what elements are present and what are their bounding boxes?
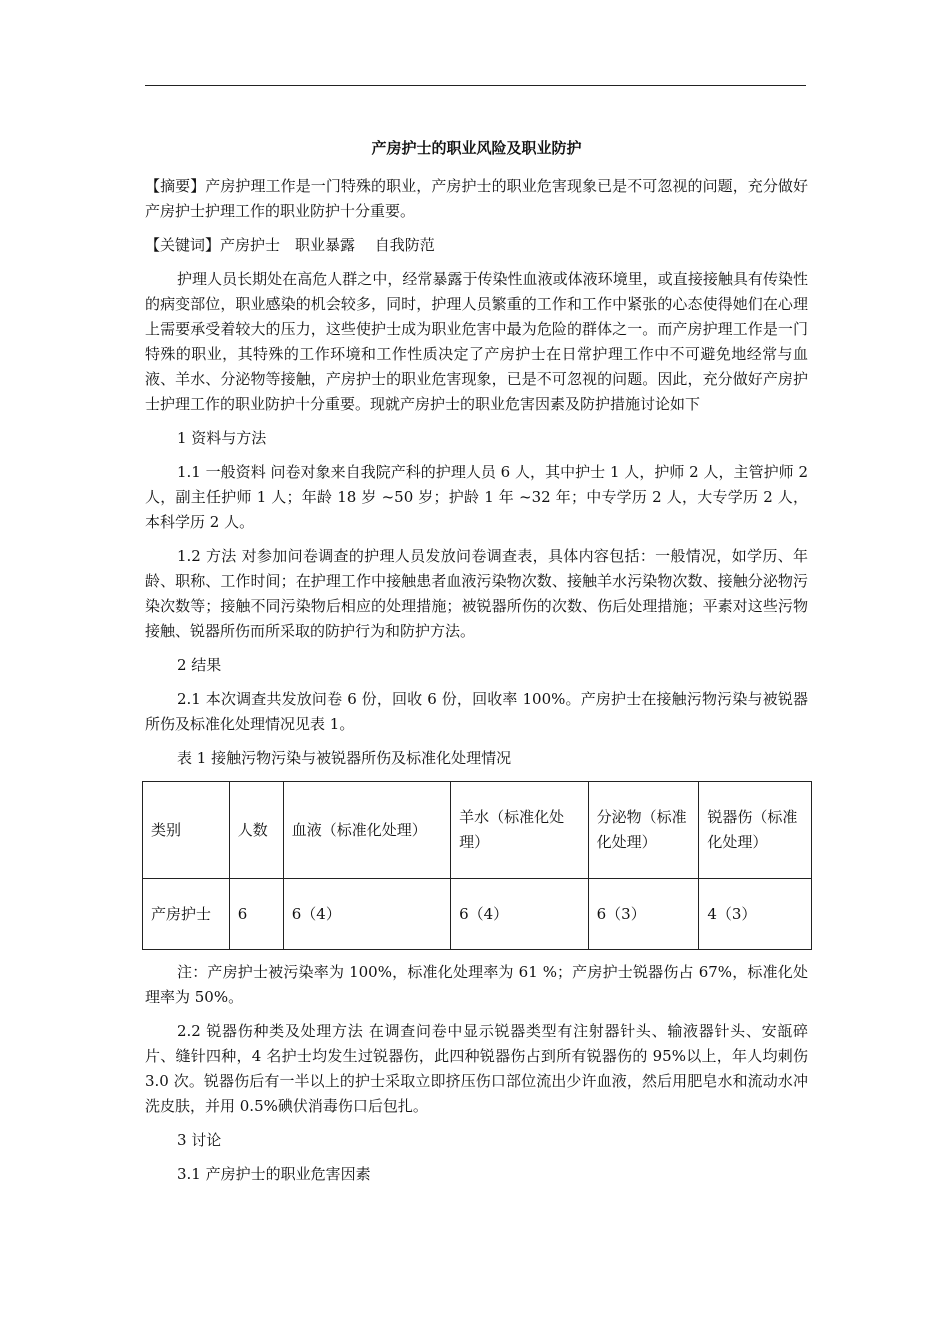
paragraph-2-1: 2.1 本次调查共发放问卷 6 份，回收 6 份，回收率 100%。产房护士在接触污物污染与被锐器所伤及标准化处理情况见表 1。	[145, 690, 808, 733]
paragraph-1-2: 1.2 方法 对参加问卷调查的护理人员发放问卷调查表，具体内容包括：一般情况，如学历、年龄、职称、工作时间；在护理工作中接触患者血液污染物次数、接触羊水污染物次数、接触分泌物污染次数等；接触不同污染物后相应的处理措施；被锐器所伤的次数、伤后处理措施；平素对这些污物接触、锐器所伤而所采取的防护行为和防护方法。	[145, 547, 808, 640]
results-table	[142, 781, 812, 950]
document-body	[145, 136, 808, 1196]
keywords: 【关键词】产房护士 职业暴露 自我防范	[145, 236, 435, 254]
table-cell: 6（4）	[283, 879, 450, 950]
section-heading-2: 2 结果	[177, 656, 222, 674]
table-header-cell: 分泌物（标准化处理）	[588, 782, 699, 879]
paragraph-2-2: 2.2 锐器伤种类及处理方法 在调查问卷中显示锐器类型有注射器针头、输液器针头、安瓿碎片、缝针四种，4 名护士均发生过锐器伤，此四种锐器伤占到所有锐器伤的 95%以上，年人均刺伤 3.0 次。锐器伤后有一半以上的护士采取立即挤压伤口部位流出少许血液，然后用肥皂水和流动水冲洗皮肤，并用 0.5%碘伏消毒伤口后包扎。	[145, 1022, 808, 1115]
paragraph-3-1: 3.1 产房护士的职业危害因素	[177, 1165, 371, 1183]
table-note: 注：产房护士被污染率为 100%，标准化处理率为 61 %；产房护士锐器伤占 67%，标准化处理率为 50%。	[145, 963, 808, 1006]
table-caption: 表 1 接触污物污染与被锐器所伤及标准化处理情况	[177, 749, 512, 767]
table-header-row	[143, 782, 812, 879]
table-header-cell: 人数	[229, 782, 283, 879]
table-cell: 6	[229, 879, 283, 950]
table-cell: 4（3）	[699, 879, 812, 950]
section-heading-3: 3 讨论	[177, 1131, 222, 1149]
table-header-cell: 羊水（标准化处理）	[451, 782, 589, 879]
table-row	[143, 879, 812, 950]
intro-paragraph: 护理人员长期处在高危人群之中，经常暴露于传染性血液或体液环境里，或直接接触具有传染性的病变部位，职业感染的机会较多，同时，护理人员繁重的工作和工作中紧张的心态使得她们在心理上需要承受着较大的压力，这些使护士成为职业危害中最为危险的群体之一。而产房护理工作是一门特殊的职业，其特殊的工作环境和工作性质决定了产房护士在日常护理工作中不可避免地经常与血液、羊水、分泌物等接触，产房护士的职业危害现象，已是不可忽视的问题。因此，充分做好产房护士护理工作的职业防护十分重要。现就产房护士的职业危害因素及防护措施讨论如下	[145, 270, 808, 413]
table-header-cell: 血液（标准化处理）	[283, 782, 450, 879]
table-cell: 产房护士	[143, 879, 230, 950]
document-title: 产房护士的职业风险及职业防护	[371, 139, 582, 157]
paragraph-1-1: 1.1 一般资料 问卷对象来自我院产科的护理人员 6 人，其中护士 1 人，护师 2 人，主管护师 2 人，副主任护师 1 人；年龄 18 岁 ~50 岁；护龄 1 年 ~32 年；中专学历 2 人，大专学历 2 人，本科学历 2 人。	[145, 463, 808, 531]
table-header-cell: 锐器伤（标准化处理）	[699, 782, 812, 879]
section-heading-1: 1 资料与方法	[177, 429, 267, 447]
table-cell: 6（4）	[451, 879, 589, 950]
header-rule	[145, 85, 806, 86]
table-cell: 6（3）	[588, 879, 699, 950]
abstract: 【摘要】产房护理工作是一门特殊的职业，产房护士的职业危害现象已是不可忽视的问题，充分做好产房护士护理工作的职业防护十分重要。	[145, 177, 808, 220]
table-header-cell: 类别	[143, 782, 230, 879]
